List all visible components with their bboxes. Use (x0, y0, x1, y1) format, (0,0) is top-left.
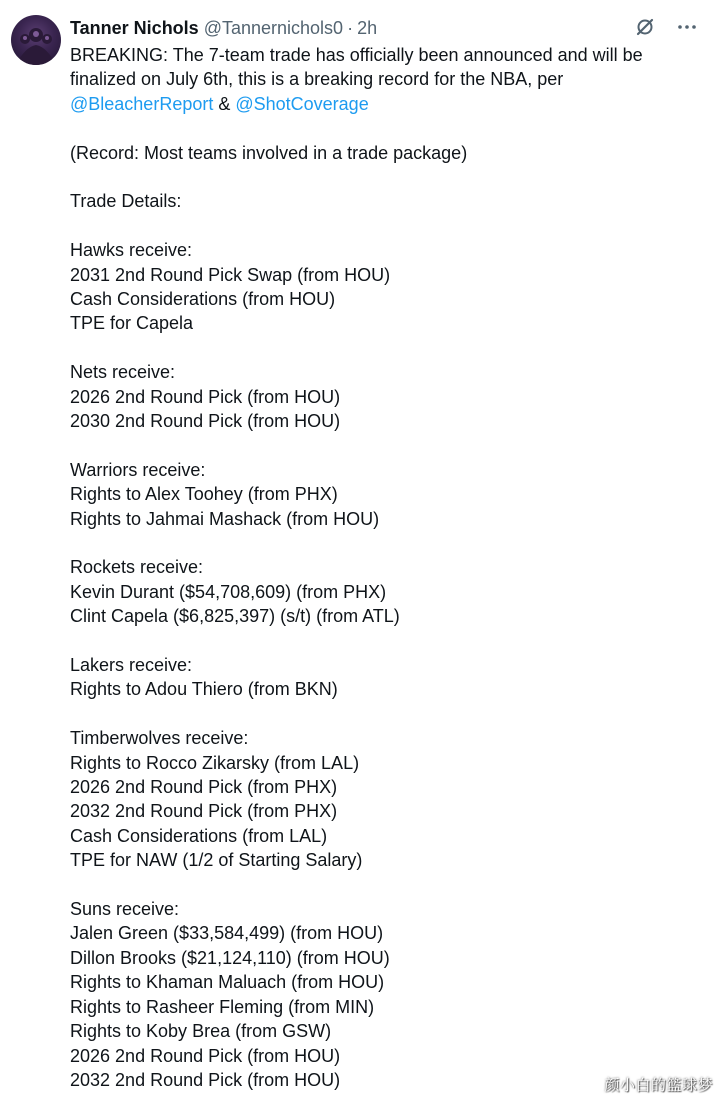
intro-line-1: BREAKING: The 7-team trade has officially been announced and will be (70, 45, 643, 65)
user-handle[interactable]: @Tannernichols0 (203, 17, 344, 38)
trade-item: TPE for Capela (70, 313, 194, 334)
team-heading: Nets receive: (70, 362, 176, 383)
tweet-text (70, 43, 710, 1092)
grok-button[interactable] (634, 16, 656, 38)
slashed-circle-icon (635, 17, 655, 37)
team-heading: Rockets receive: (70, 557, 204, 578)
trade-item: TPE for NAW (1/2 of Starting Salary) (70, 850, 363, 871)
team-heading: Hawks receive: (70, 240, 193, 261)
watermark: 颜小白的篮球梦 (604, 1076, 713, 1094)
intro-line-3 (70, 92, 710, 116)
intro-line-2: finalized on July 6th, this is a breaking record for the NBA, per (70, 69, 564, 90)
spacer (70, 433, 710, 457)
trade-item: Dillon Brooks ($21,124,110) (from HOU) (70, 947, 390, 968)
trade-item: 2026 2nd Round Pick (from HOU) (70, 1045, 341, 1066)
spacer (70, 531, 710, 555)
trade-item: Rights to Adou Thiero (from BKN) (70, 679, 338, 700)
avatar[interactable] (11, 15, 61, 65)
spacer (70, 336, 710, 360)
spacer (70, 702, 710, 726)
spacer (70, 116, 710, 140)
mention-connector: & (213, 93, 236, 114)
trade-item: 2031 2nd Round Pick Swap (from HOU) (70, 264, 391, 285)
trade-item: Rights to Alex Toohey (from PHX) (70, 484, 338, 505)
more-button[interactable] (676, 16, 698, 38)
team-heading: Timberwolves receive: (70, 728, 249, 749)
more-dots-icon (677, 17, 697, 37)
mention-shotcoverage[interactable]: @ShotCoverage (235, 93, 369, 114)
trade-details-heading: Trade Details: (70, 191, 182, 212)
trade-teams (70, 238, 710, 1092)
trade-item: Rights to Rasheer Fleming (from MIN) (70, 996, 375, 1017)
separator-dot: · (347, 17, 354, 38)
trade-item: Clint Capela ($6,825,397) (s/t) (from ATL) (70, 606, 400, 627)
trade-item: Rights to Rocco Zikarsky (from LAL) (70, 752, 360, 773)
trade-item: Jalen Green ($33,584,499) (from HOU) (70, 923, 384, 944)
display-name[interactable]: Tanner Nichols (70, 17, 199, 38)
timestamp[interactable]: 2h (357, 17, 378, 38)
spacer (70, 873, 710, 897)
mention-bleacherreport[interactable]: @BleacherReport (70, 93, 214, 114)
tweet-actions (634, 16, 698, 38)
trade-item: 2026 2nd Round Pick (from HOU) (70, 386, 341, 407)
trade-item: Rights to Jahmai Mashack (from HOU) (70, 508, 380, 529)
team-heading: Lakers receive: (70, 655, 193, 676)
trade-item: Rights to Koby Brea (from GSW) (70, 1021, 332, 1042)
spacer (70, 165, 710, 189)
record-note: (Record: Most teams involved in a trade package) (70, 142, 468, 163)
trade-item: 2032 2nd Round Pick (from PHX) (70, 801, 338, 822)
spacer (70, 629, 710, 653)
trade-item: 2026 2nd Round Pick (from PHX) (70, 777, 338, 798)
team-heading: Warriors receive: (70, 459, 206, 480)
team-heading: Suns receive: (70, 899, 180, 920)
trade-item: Cash Considerations (from LAL) (70, 825, 328, 846)
trade-item: 2030 2nd Round Pick (from HOU) (70, 411, 341, 432)
trade-item: Kevin Durant ($54,708,609) (from PHX) (70, 581, 387, 602)
tweet-header (70, 16, 377, 40)
spacer (70, 214, 710, 238)
trade-item: Rights to Khaman Maluach (from HOU) (70, 972, 385, 993)
trade-item: Cash Considerations (from HOU) (70, 289, 336, 310)
trade-item: 2032 2nd Round Pick (from HOU) (70, 1069, 341, 1090)
